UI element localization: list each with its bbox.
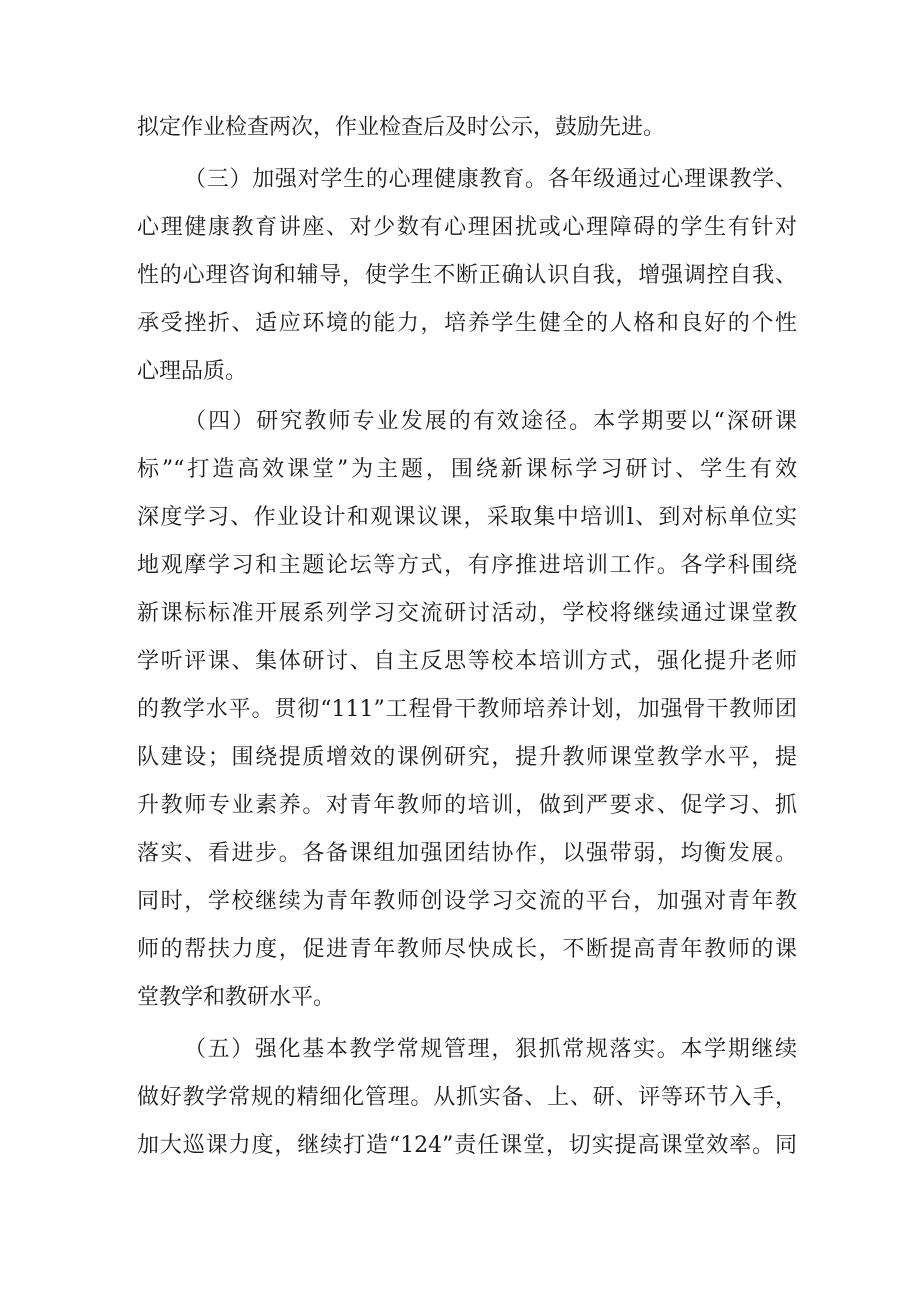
paragraph-4-line-6: 学听评课、集体研讨、自主反思等校本培训方式，强化提升老师 xyxy=(137,649,797,674)
paragraph-4-line-9: 升教师专业素养。对青年教师的培训，做到严要求、促学习、抓 xyxy=(137,793,797,818)
paragraph-4-line-5: 新课标标准开展系列学习交流研讨活动，学校将继续通过课堂教 xyxy=(137,601,797,626)
paragraph-4-line-3: 深度学习、作业设计和观课议课，采取集中培训l、到对标单位实 xyxy=(137,505,797,530)
paragraph-2-line-last: 拟定作业检查两次，作业检查后及时公示，鼓励先进。 xyxy=(137,115,666,140)
paragraph-4-line-4: 地观摩学习和主题论坛等方式，有序推进培训工作。各学科围绕 xyxy=(137,553,797,578)
paragraph-3-line-1: （三）加强对学生的心理健康教育。各年级通过心理课教学、 xyxy=(184,167,797,192)
paragraph-4-line-1: （四）研究教师专业发展的有效途径。本学期要以“深研课 xyxy=(184,409,797,434)
paragraph-4-line-8: 队建设；围绕提质增效的课例研究，提升教师课堂教学水平，提 xyxy=(137,745,797,770)
paragraph-4-line-13: 堂教学和教研水平。 xyxy=(137,985,336,1010)
paragraph-3-line-3: 性的心理咨询和辅导，使学生不断正确认识自我，增强调控自我、 xyxy=(137,263,797,288)
paragraph-3-line-2: 心理健康教育讲座、对少数有心理困扰或心理障碍的学生有针对 xyxy=(137,215,797,240)
paragraph-4-line-7: 的教学水平。贯彻“111”工程骨干教师培养计划，加强骨干教师团 xyxy=(137,697,797,722)
paragraph-3-line-5: 心理品质。 xyxy=(137,359,248,384)
paragraph-4-line-2: 标”“打造高效课堂”为主题，围绕新课标学习研讨、学生有效 xyxy=(137,457,797,482)
paragraph-5-line-3: 加大巡课力度，继续打造“124”责任课堂，切实提高课堂效率。同 xyxy=(137,1133,797,1158)
paragraph-5-line-1: （五）强化基本教学常规管理，狠抓常规落实。本学期继续 xyxy=(184,1037,797,1062)
paragraph-4-line-10: 落实、看进步。各备课组加强团结协作，以强带弱，均衡发展。 xyxy=(137,841,797,866)
paragraph-4-line-11: 同时，学校继续为青年教师创设学习交流的平台，加强对青年教 xyxy=(137,889,797,914)
paragraph-5-line-2: 做好教学常规的精细化管理。从抓实备、上、研、评等环节入手， xyxy=(137,1085,797,1110)
paragraph-4-line-12: 师的帮扶力度，促进青年教师尽快成长，不断提高青年教师的课 xyxy=(137,937,797,962)
paragraph-3-line-4: 承受挫折、适应环境的能力，培养学生健全的人格和良好的个性 xyxy=(137,311,797,336)
